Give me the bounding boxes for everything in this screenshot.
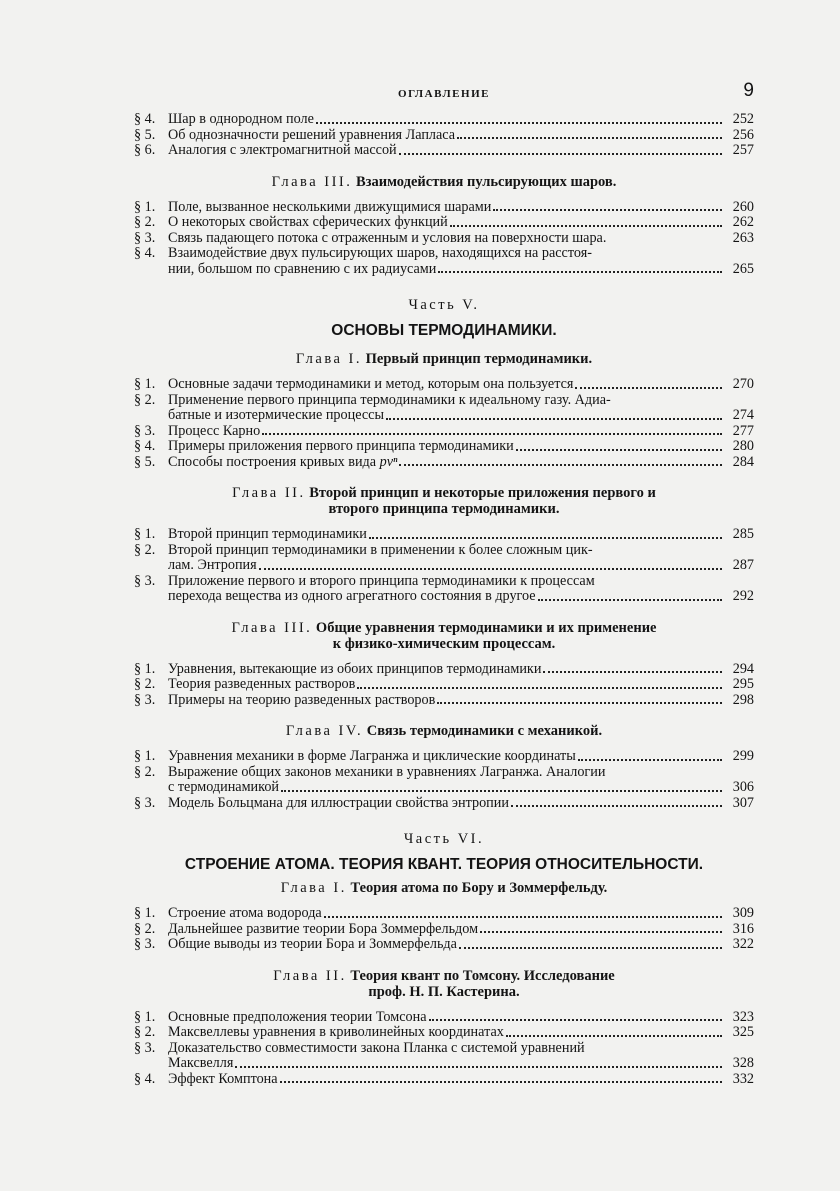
entry-page: 298 <box>732 691 754 708</box>
entry-body <box>168 543 724 574</box>
dot-leader <box>280 1068 722 1084</box>
entry-page: 284 <box>732 453 754 470</box>
entry-title-line1: Приложение первого и второго принципа термодинамики к процессам <box>168 572 595 589</box>
section-number: § 3. <box>134 572 156 589</box>
entry-title-line2-row <box>168 262 724 278</box>
section-number: § 5. <box>134 126 156 143</box>
entry-title-line1: Применение первого принципа термодинамики к идеальному газу. Адиа- <box>168 391 611 408</box>
entry-page: 323 <box>732 1008 754 1025</box>
section-number: § 1. <box>134 526 156 542</box>
entry-title: Шар в однородном поле <box>168 111 314 127</box>
formula: pvⁿ <box>379 453 398 470</box>
chapter-label: Глава III. <box>271 173 353 190</box>
entry-page: 285 <box>732 526 754 542</box>
dot-leader <box>578 745 722 761</box>
section-number: § 1. <box>134 905 156 921</box>
chapter-title-line1: Общие уравнения термодинамики и их применение <box>315 619 657 636</box>
entry-title: Общие выводы из теории Бора и Зоммерфельда <box>168 936 457 952</box>
section-number: § 3. <box>134 229 156 246</box>
section-number: § 3. <box>134 1039 156 1056</box>
section-number: § 1. <box>134 660 156 677</box>
part-label: Часть VI. <box>403 831 485 847</box>
entry-title-line2: нии, большом по сравнению с их радиусами <box>168 260 437 277</box>
entry-title-line2: лам. Энтропия <box>168 557 257 573</box>
dot-leader <box>493 196 722 212</box>
entry-page: 299 <box>732 748 754 764</box>
entry-title-line2-row <box>168 558 724 574</box>
dot-leader <box>506 1021 722 1037</box>
dot-leader <box>259 554 722 570</box>
section-number: § 2. <box>134 763 156 780</box>
entry-page: 265 <box>732 260 754 277</box>
dot-leader <box>437 689 722 705</box>
section-number: § 2. <box>134 541 156 558</box>
entry-title-line2: Максвелля <box>168 1055 234 1071</box>
entry-title: Эффект Комптона <box>168 1070 278 1087</box>
entry-title: Основные задачи термодинамики и метод, которым она пользуется <box>168 376 574 392</box>
entry-page: 328 <box>732 1055 754 1071</box>
toc-entry[interactable] <box>134 1072 754 1088</box>
section-number: § 3. <box>134 936 156 952</box>
entry-title: Теория разведенных растворов <box>168 676 356 692</box>
toc-page <box>134 78 754 1087</box>
entry-page: 306 <box>732 779 754 795</box>
entry-title: Модель Больцмана для иллюстрации свойства энтропии <box>168 794 509 811</box>
dot-leader <box>511 792 722 808</box>
chapter-title: Связь термодинамики с механикой. <box>366 723 603 739</box>
entry-page: 292 <box>732 588 754 604</box>
entry-title: Второй принцип термодинамики <box>168 526 367 542</box>
dot-leader <box>429 1006 723 1022</box>
section-number: § 3. <box>134 422 156 439</box>
entry-page: 270 <box>732 376 754 392</box>
entry-title: Процесс Карно <box>168 422 261 439</box>
entry-title: Дальнейшее развитие теории Бора Зоммерфельдом <box>168 920 479 937</box>
entry-page: 309 <box>732 905 754 921</box>
running-head-title: ОГЛАВЛЕНИЕ <box>398 88 490 100</box>
section-number: § 2. <box>134 676 156 692</box>
entry-title-line1: Взаимодействие двух пульсирующих шаров, находящихся на расстоя- <box>168 245 592 261</box>
entry-page: 322 <box>732 936 754 952</box>
chapter-title: Первый принцип термодинамики. <box>365 351 593 367</box>
dot-leader <box>516 435 722 451</box>
entry-body <box>168 574 724 605</box>
entry-title: Максвеллевы уравнения в криволинейных координатах <box>168 1024 504 1040</box>
entry-body <box>168 246 724 277</box>
dot-leader <box>480 918 722 934</box>
dot-leader <box>316 108 722 124</box>
toc-entry[interactable] <box>134 215 754 231</box>
entry-title: О некоторых свойствах сферических функций <box>168 214 448 230</box>
entry-page: 260 <box>732 198 754 215</box>
chapter-label: Глава IV. <box>285 723 364 739</box>
dot-leader <box>399 451 722 467</box>
entry-page: 295 <box>732 676 754 692</box>
chapter-label: Глава II. <box>232 485 306 501</box>
chapter-heading <box>134 485 754 517</box>
toc-entry[interactable] <box>134 143 754 159</box>
chapter-heading <box>134 880 754 896</box>
chapter-title: Взаимодействия пульсирующих шаров. <box>356 173 617 190</box>
toc-entry[interactable] <box>134 377 754 393</box>
section-number: § 1. <box>134 376 156 392</box>
entry-title-line2-row <box>168 589 724 605</box>
entry-title: Уравнения, вытекающие из обоих принципов термодинамики <box>168 660 542 677</box>
entry-title: Уравнения механики в форме Лагранжа и циклические координаты <box>168 748 576 764</box>
chapter-heading <box>134 968 754 1000</box>
section-number: § 4. <box>134 111 156 127</box>
dot-leader <box>386 404 722 420</box>
chapter-title: Теория атома по Бору и Зоммерфельду. <box>350 880 608 896</box>
entry-title-line2: с термодинамикой <box>168 779 280 795</box>
dot-leader <box>262 420 722 436</box>
section-number: § 4. <box>134 1070 156 1087</box>
section-number: § 6. <box>134 142 156 158</box>
entry-page: 325 <box>732 1024 754 1040</box>
toc-entry[interactable] <box>134 749 754 765</box>
toc-entry[interactable] <box>134 543 754 574</box>
entry-title-line2: перехода вещества из одного агрегатного состояния в другое <box>168 588 536 604</box>
section-number: § 5. <box>134 453 156 470</box>
entry-title: Связь падающего потока с отраженным и условия на поверхности шара. <box>168 229 607 246</box>
entry-page: 277 <box>732 422 754 439</box>
section-number: § 3. <box>134 794 156 811</box>
dot-leader <box>450 211 722 227</box>
entry-page: 316 <box>732 920 754 937</box>
chapter-title-line2: второго принципа термодинамики. <box>328 501 560 517</box>
entry-title-line1: Выражение общих законов механики в уравнениях Лагранжа. Аналогии <box>168 763 606 780</box>
entry-page: 256 <box>732 126 754 143</box>
chapter-title-line2: к физико-химическим процессам. <box>332 635 556 652</box>
part-title: ОСНОВЫ ТЕРМОДИНАМИКИ. <box>331 322 557 339</box>
toc-entry[interactable] <box>134 937 754 953</box>
entry-title-line1: Доказательство совместимости закона Планка с системой уравнений <box>168 1039 585 1056</box>
entry-title: Примеры приложения первого принципа термодинамики <box>168 438 514 454</box>
dot-leader <box>459 933 722 949</box>
chapter-title-line1: Теория квант по Томсону. Исследование <box>350 967 615 984</box>
dot-leader <box>457 124 722 140</box>
toc-entry[interactable] <box>134 796 754 812</box>
dot-leader <box>438 258 722 274</box>
toc-entry[interactable] <box>134 693 754 709</box>
entry-title: Об однозначности решений уравнения Лапласа <box>168 126 456 143</box>
toc-entry[interactable] <box>134 527 754 543</box>
entry-title: Способы построения кривых вида <box>168 453 377 470</box>
chapter-title-line2: проф. Н. П. Кастерина. <box>368 983 520 1000</box>
chapter-label: Глава I. <box>280 880 347 896</box>
entry-title: Примеры на теорию разведенных растворов <box>168 691 436 708</box>
toc-entry[interactable] <box>134 455 754 471</box>
dot-leader <box>281 776 722 792</box>
entry-page: 280 <box>732 438 754 454</box>
entry-title: Строение атома водорода <box>168 905 322 921</box>
part-label: Часть V. <box>408 297 480 313</box>
chapter-label: Глава II. <box>273 967 347 984</box>
entry-page: 262 <box>732 214 754 230</box>
section-number: § 1. <box>134 1008 156 1025</box>
toc-entry[interactable] <box>134 1025 754 1041</box>
entry-title: Поле, вызванное несколькими движущимися шарами <box>168 198 492 215</box>
entry-page: 257 <box>732 142 754 158</box>
chapter-heading <box>134 351 754 367</box>
entry-page: 252 <box>732 111 754 127</box>
section-number: § 4. <box>134 438 156 454</box>
dot-leader <box>357 673 722 689</box>
entry-page: 274 <box>732 407 754 423</box>
entry-page: 307 <box>732 794 754 811</box>
section-number: § 2. <box>134 214 156 230</box>
section-number: § 2. <box>134 1024 156 1040</box>
entry-title-line2: батные и изотермические процессы <box>168 407 384 423</box>
page-number: 9 <box>743 80 754 101</box>
dot-leader <box>543 658 722 674</box>
chapter-heading <box>134 723 754 739</box>
dot-leader <box>575 373 722 389</box>
entry-title: Аналогия с электромагнитной массой <box>168 142 397 158</box>
chapter-label: Глава I. <box>295 351 362 367</box>
section-number: § 4. <box>134 245 156 261</box>
chapter-heading <box>134 174 754 190</box>
dot-leader <box>235 1052 722 1068</box>
dot-leader <box>538 585 722 601</box>
entry-page: 332 <box>732 1070 754 1087</box>
section-number: § 2. <box>134 391 156 408</box>
toc-entry[interactable] <box>134 246 754 277</box>
running-head <box>134 78 754 112</box>
chapter-heading <box>134 620 754 652</box>
toc-entry[interactable] <box>134 231 754 247</box>
dot-leader <box>324 902 722 918</box>
chapter-label: Глава III. <box>231 619 313 636</box>
part-title: СТРОЕНИЕ АТОМА. ТЕОРИЯ КВАНТ. ТЕОРИЯ ОТНОСИТЕЛЬНОСТИ. <box>184 856 704 873</box>
entry-title: Основные предположения теории Томсона <box>168 1008 427 1025</box>
section-number: § 2. <box>134 920 156 937</box>
chapter-title-line1: Второй принцип и некоторые приложения первого и <box>309 485 656 501</box>
entry-page: 263 <box>732 229 754 246</box>
entry-page: 287 <box>732 557 754 573</box>
section-number: § 1. <box>134 748 156 764</box>
toc-entry[interactable] <box>134 574 754 605</box>
dot-leader <box>369 523 722 539</box>
entry-title-line1: Второй принцип термодинамики в применении к более сложным цик- <box>168 541 593 558</box>
section-number: § 1. <box>134 198 156 215</box>
entry-page: 294 <box>732 660 754 677</box>
dot-leader <box>399 139 722 155</box>
section-number: § 3. <box>134 691 156 708</box>
